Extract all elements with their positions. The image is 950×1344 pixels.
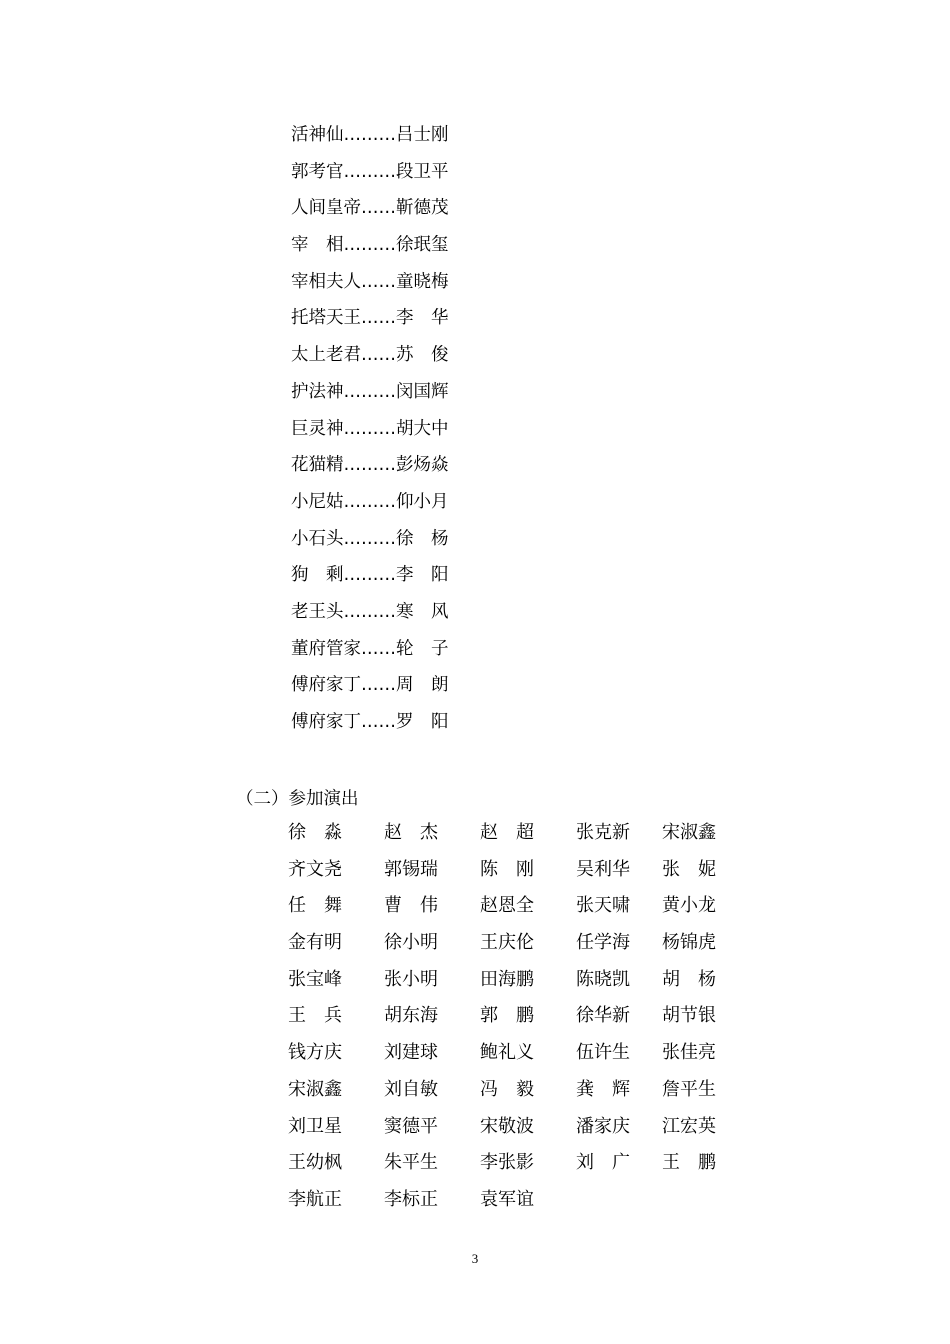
cast-line: 老王头………寒 风	[291, 601, 449, 622]
cast-line: 花猫精………彭炀焱	[291, 455, 449, 476]
cast-line: 宰 相………徐珉玺	[291, 235, 449, 256]
cast-line: 宰相夫人……童晓梅	[291, 271, 449, 292]
participants-row	[288, 1040, 738, 1077]
participant-name: 张 妮	[662, 858, 716, 880]
participant-name: 郭 鹏	[480, 1005, 534, 1027]
participant-name: 龚 辉	[576, 1078, 630, 1100]
participant-name: 冯 毅	[480, 1078, 534, 1100]
participant-name: 刘建球	[384, 1042, 438, 1064]
cast-line: 巨灵神………胡大中	[291, 418, 449, 439]
cast-line: 傅府家丁……周 朗	[291, 675, 449, 696]
cast-list	[291, 123, 449, 747]
participant-name: 任 舞	[288, 895, 342, 917]
participants-row	[288, 893, 738, 930]
participant-name: 江宏英	[662, 1115, 716, 1137]
participants-row	[288, 967, 738, 1004]
participants-row	[288, 1187, 738, 1224]
participant-name: 徐 淼	[288, 822, 342, 843]
participant-name: 任学海	[576, 932, 630, 954]
participants-row	[288, 1114, 738, 1151]
participant-name: 张天啸	[576, 895, 630, 917]
participant-name: 齐文尧	[288, 858, 342, 880]
cast-line: 活神仙………吕士刚	[291, 125, 449, 145]
participant-name: 袁军谊	[480, 1188, 534, 1210]
participant-name: 李标正	[384, 1188, 438, 1210]
participant-name: 宋淑鑫	[662, 822, 716, 843]
participant-name: 张克新	[576, 822, 630, 843]
cast-line: 小石头………徐 杨	[291, 528, 449, 549]
participant-name: 胡 杨	[662, 968, 716, 990]
participant-name: 徐小明	[384, 932, 438, 954]
participant-name: 赵 杰	[384, 822, 438, 843]
cast-line: 太上老君……苏 俊	[291, 345, 449, 366]
participant-name: 金有明	[288, 932, 342, 954]
participant-name: 赵 超	[480, 822, 534, 843]
page-number: 3	[471, 1251, 479, 1266]
participant-name: 王 鹏	[662, 1152, 716, 1174]
participant-name: 张小明	[384, 968, 438, 990]
cast-line: 郭考官………段卫平	[291, 161, 449, 182]
participant-name: 陈 刚	[480, 858, 534, 880]
cast-line: 护法神………闵国辉	[291, 381, 449, 402]
participant-name: 宋敬波	[480, 1115, 534, 1137]
participants-grid	[288, 820, 738, 1224]
participant-name: 伍许生	[576, 1042, 630, 1064]
cast-line: 人间皇帝……靳德茂	[291, 198, 449, 219]
cast-line: 托塔天王……李 华	[291, 308, 449, 329]
participant-name: 杨锦虎	[662, 932, 716, 954]
participant-name: 胡节银	[662, 1005, 716, 1027]
participant-name: 王 兵	[288, 1005, 342, 1027]
participants-row	[288, 1077, 738, 1114]
participant-name: 胡东海	[384, 1005, 438, 1027]
participants-row	[288, 930, 738, 967]
participant-name: 郭锡瑞	[384, 858, 438, 880]
participant-name: 曹 伟	[384, 895, 438, 917]
cast-line: 董府管家……轮 子	[291, 638, 449, 659]
participant-name: 詹平生	[662, 1078, 716, 1100]
participant-name: 潘家庆	[576, 1115, 630, 1137]
participant-name: 刘卫星	[288, 1115, 342, 1137]
participant-name: 鲍礼义	[480, 1042, 534, 1064]
cast-line: 小尼姑………仰小月	[291, 491, 449, 512]
participant-name: 宋淑鑫	[288, 1078, 342, 1100]
cast-line: 狗 剩………李 阳	[291, 565, 449, 586]
participant-name: 李航正	[288, 1188, 342, 1210]
participants-row	[288, 1003, 738, 1040]
participant-name: 朱平生	[384, 1152, 438, 1174]
participant-name: 田海鹏	[480, 968, 534, 990]
participant-name: 徐华新	[576, 1005, 630, 1027]
cast-line: 傅府家丁……罗 阳	[291, 712, 449, 732]
participant-name: 赵恩全	[480, 895, 534, 917]
participant-name: 张佳亮	[662, 1042, 716, 1064]
section-heading: （二）参加演出	[236, 789, 359, 809]
participant-name: 吴利华	[576, 858, 630, 880]
participants-row	[288, 1150, 738, 1187]
participant-name: 张宝峰	[288, 968, 342, 990]
participants-row	[288, 857, 738, 894]
participant-name: 李张影	[480, 1152, 534, 1174]
participant-name: 钱方庆	[288, 1042, 342, 1064]
participant-name: 窦德平	[384, 1115, 438, 1137]
participant-name: 王幼枫	[288, 1152, 342, 1174]
participant-name: 陈晓凯	[576, 968, 630, 990]
participant-name: 黄小龙	[662, 895, 716, 917]
participant-name: 王庆伦	[480, 932, 534, 954]
participants-row	[288, 820, 738, 857]
participant-name: 刘自敏	[384, 1078, 438, 1100]
participant-name: 刘 广	[576, 1152, 630, 1174]
